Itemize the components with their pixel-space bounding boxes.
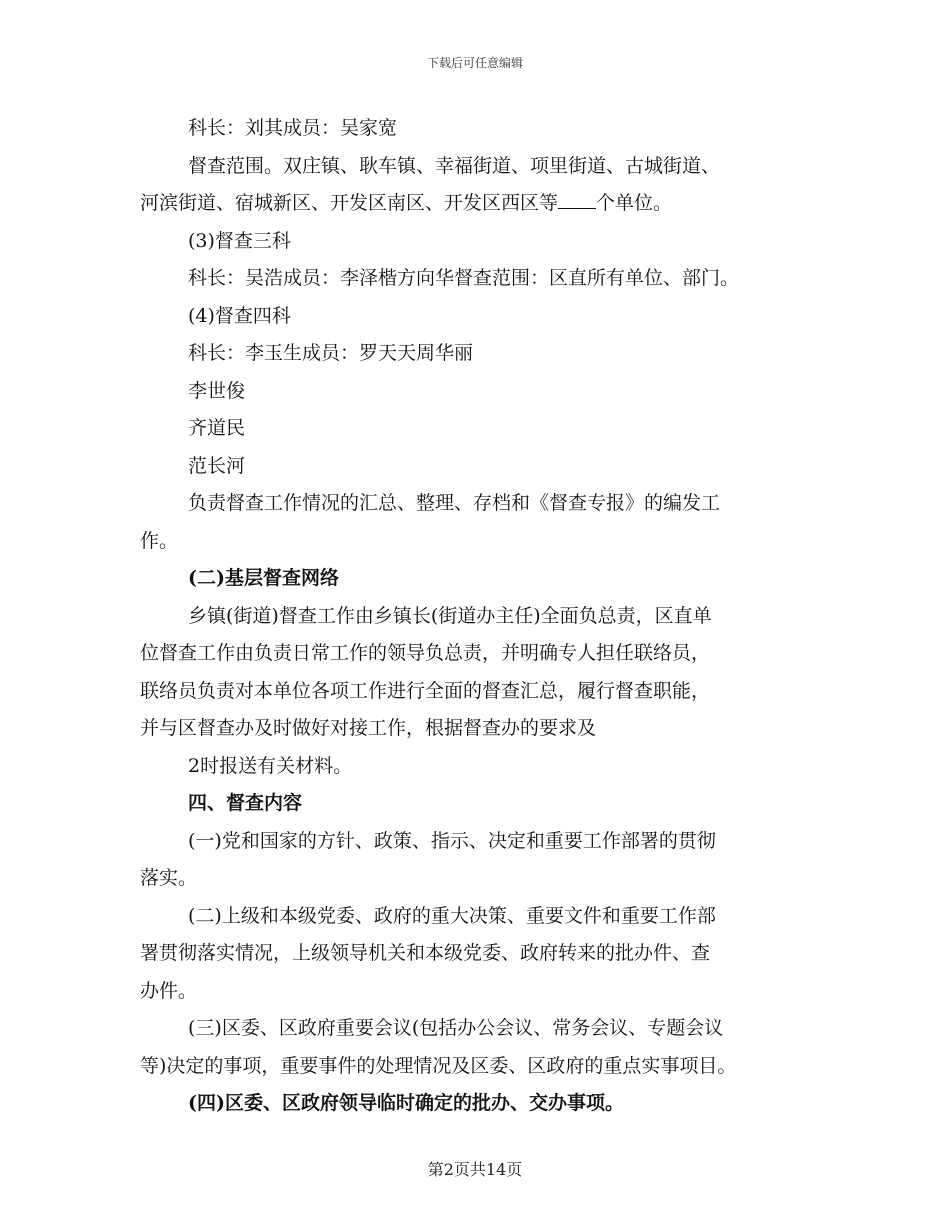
section-heading: (4)督查四科 (188, 304, 291, 327)
page-footer: 第2页共14页 (427, 1160, 523, 1179)
text-line: 督查范围。双庄镇、耿车镇、幸福街道、项里街道、古城街道、 (188, 154, 721, 177)
text-line: 位督查工作由负责日常工作的领导负总责，并明确专人担任联络员， (140, 642, 711, 664)
text-line: (二)上级和本级党委、政府的重大决策、重要文件和重要工作部 (188, 904, 716, 927)
text-line: 齐道民 (188, 417, 246, 439)
text-line: 2时报送有关材料。 (188, 754, 353, 777)
text-line: 联络员负责对本单位各项工作进行全面的督查汇总，履行督查职能， (140, 679, 711, 702)
text-line: 作。 (140, 529, 179, 552)
text-line: 负责督查工作情况的汇总、整理、存档和《督查专报》的编发工 (188, 492, 721, 514)
fill-blank (558, 192, 596, 209)
text-line: 乡镇(街道)督查工作由乡镇长(街道办主任)全面负总责，区直单 (188, 604, 712, 627)
text-segment: 个单位。 (596, 192, 673, 214)
text-line: 李世俊 (188, 379, 246, 402)
text-line: 科长：吴浩成员：李泽楷方向华督查范围：区直所有单位、部门。 (188, 267, 740, 289)
text-segment: 河滨街道、宿城新区、开发区南区、开发区西区等 (140, 192, 559, 214)
text-line: 并与区督查办及时做好对接工作，根据督查办的要求及 (140, 717, 597, 739)
text-line: 科长：李玉生成员：罗天天周华丽 (188, 342, 474, 364)
section-heading: (3)督查三科 (188, 229, 291, 252)
section-heading: (四)区委、区政府领导临时确定的批办、交办事项。 (188, 1092, 624, 1114)
text-line: (三)区委、区政府重要会议(包括办公会议、常务会议、专题会议 (188, 1017, 724, 1039)
text-line: 等)决定的事项，重要事件的处理情况及区委、区政府的重点实事项目。 (140, 1054, 737, 1077)
section-heading: (二)基层督查网络 (188, 567, 339, 589)
page-header: 下载后可任意编辑 (426, 56, 523, 70)
text-line (140, 185, 820, 223)
document-body (140, 110, 820, 1123)
text-line: 落实。 (140, 867, 198, 889)
text-line: 科长：刘其成员：吴家宽 (188, 117, 398, 139)
text-line: 范长河 (188, 454, 246, 477)
text-line: 署贯彻落实情况，上级领导机关和本级党委、政府转来的批办件、查 (140, 942, 711, 964)
text-line: (一)党和国家的方针、政策、指示、决定和重要工作部署的贯彻 (188, 829, 716, 852)
section-heading: 四、督查内容 (188, 792, 303, 814)
text-line: 办件。 (140, 979, 198, 1002)
